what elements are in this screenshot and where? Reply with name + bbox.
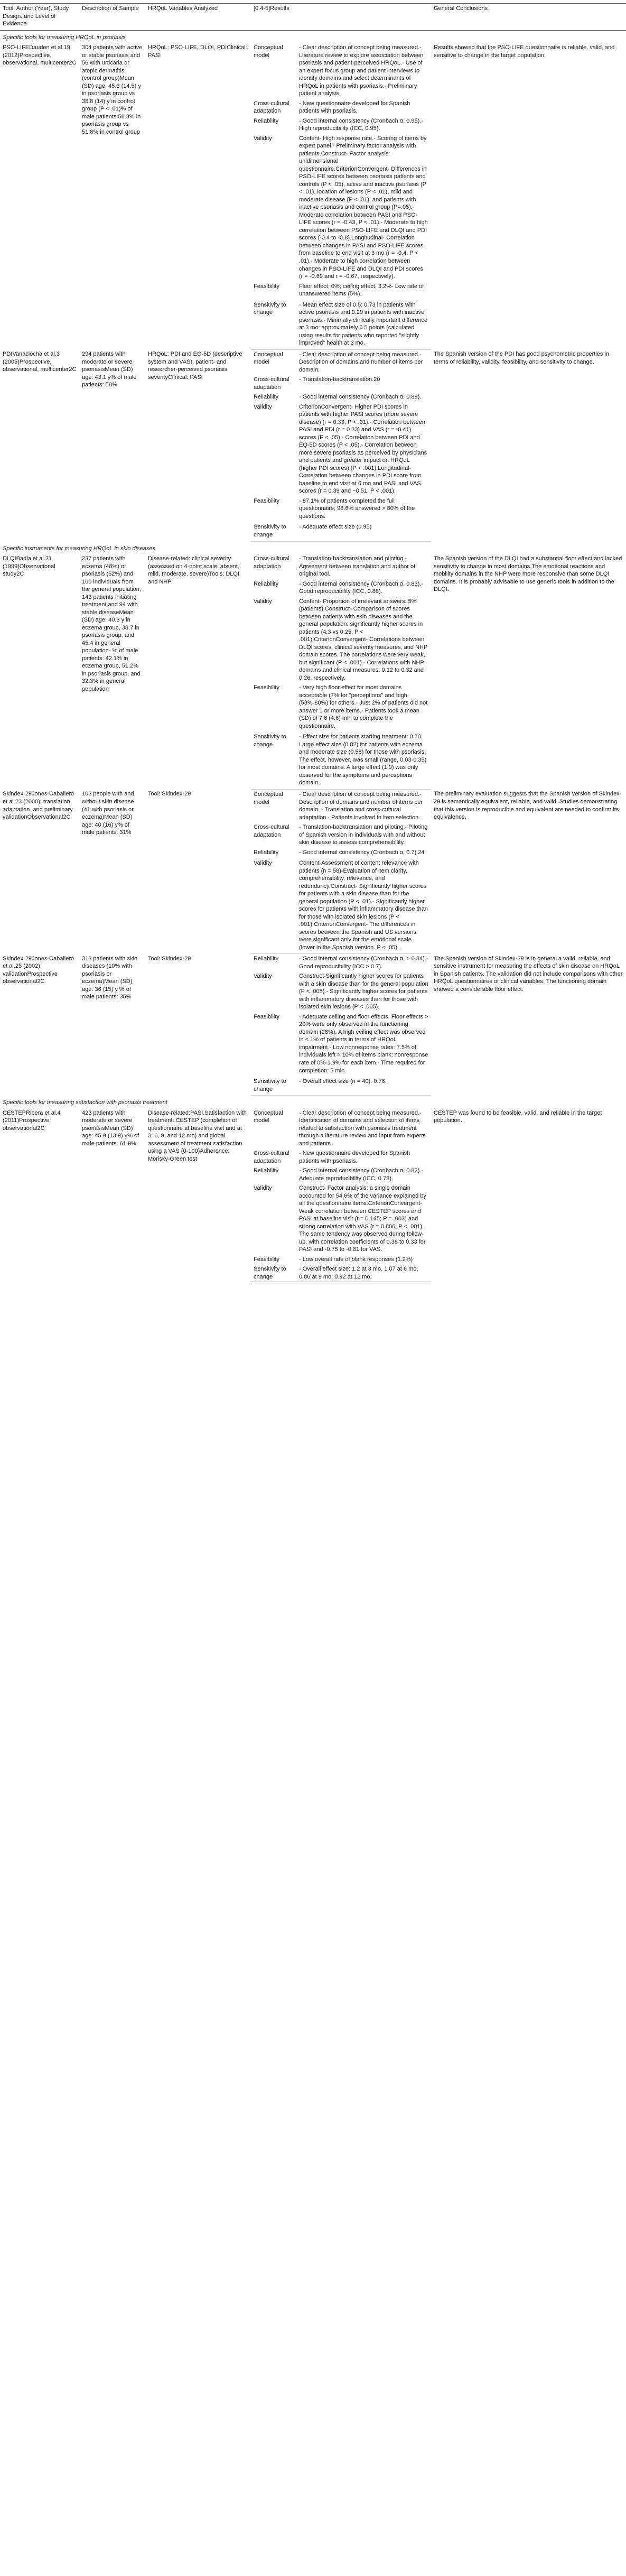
psychometric-property: Reliability: [254, 580, 279, 587]
property-result: - Translation-backtranslation and piloting.- Agreement between translation and author of original tool.: [299, 555, 416, 578]
property-result: - Translation-backtranslation and piloting.- Piloting of Spanish version in individuals with and without skin disease to assess comprehensibility.: [299, 824, 428, 846]
study-tool: Skindex-29Jones-Caballero et al.23 (2000): translation, adaptation, and preliminary validationObservational2C: [3, 791, 74, 821]
psychometric-property: Reliability: [254, 956, 279, 962]
property-result: Content- Proportion of irrelevant answers: 5% (patients).Construct- Comparison of scores between patients with skin diseases and the general population: significantly higher scores in patients (4.3 vs 0.25, P < .001).CriterionConvergent- Correlations between DLQI scores, clinical severity measures, and NHP domain scores. The correlations were very weak, but significant (P < .001).- Correlations with NHP domains and clinical measures: 0.12 to 0.32 and 0.26, respectively.: [299, 598, 428, 681]
psychometric-property: Feasibility: [254, 1013, 279, 1020]
property-result: - Good internal consistency (Cronbach α, 0.82).- Adequate reproducibility (ICC, 0.73).: [299, 1167, 424, 1182]
study-sample: 423 patients with moderate or severe psoriasisMean (SD) age: 45.9 (13.9) y% of male patients: 61.9%: [82, 1109, 139, 1147]
study-sample: 237 patients with eczema (48%) or psoriasis (52%) and 100 individuals from the general population; 143 patients initiating treatment and 94 with stable diseaseMean (SD) age: 40.3 y in eczema group, 38.7 in psoriasis group, and 45.4 in general population- % of male patients: 42.1% in eczema group, 51.2% in psoriasis group, and 32.3% in general population: [82, 555, 141, 692]
study-variables: Tool: Skindex-29: [148, 791, 191, 798]
study-conclusion: CESTEP was found to be feasible, valid, and reliable in the target population.: [434, 1109, 602, 1124]
study-variables: HRQoL: PDI and EQ-5D (descriptive system and VAS), patient- and researcher-perceived psoriasis severityClinical: PASI: [148, 351, 242, 381]
psychometric-property: Sensitivity to change: [251, 731, 296, 789]
header-results: [0.4-5]Results: [251, 4, 431, 31]
property-result: - 87.1% of patients completed the full questionnaire; 98.6% answered > 80% of the questions.: [299, 497, 415, 520]
property-result: - Clear description of concept being measured.- Literature review to explore association between psoriasis and patient-perceived HRQoL.- Use of an expert focus group and patient interviews to identify domains and select determinants of HRQoL in patients with psoriasis.- Preliminary patient analysis.: [299, 44, 424, 97]
psychometric-property: Validity: [254, 1185, 272, 1192]
property-result: Content- High response rate.- Scoring of items by expert panel.- Preliminary factor analysis with patients.Construct- Factor analysis: unidimensional questionnaire.CriterionConvergent- Differences in PSO-LIFE scores between psoriasis patients and controls (P < .05), active and inactive psoriasis (P < .01), location of lesions (P < .01), mild and moderate disease (P < .01), and patients with inactive psoriasis and control group (P=.05).- Moderate correlation between PASI and PSO-LIFE scores (r = -0.43, P < .01).- Moderate to high correlation between PSO-LIFE and DLQI and PDI scores (-0.4 to -0.8).Longitudinal- Correlation between changes in PASI and PSO-LIFE scores from baseline to end visit at 3 mo (r = -0.4, P < .01).- Moderate to high correlation between changes in PSO-LIFE and DLQI and PDI scores (r = -0.69 and r = -0.67, respectively).: [299, 135, 428, 280]
study-sample: 103 people with and without skin disease (41 with psoriasis or eczema)Mean (SD) age: 40 (16) y% of male patients: 31%: [82, 791, 134, 836]
property-result: - Good internal consistency (Cronbach α, 0.89).: [299, 394, 422, 401]
study-conclusion: The preliminary evaluation suggests that the Spanish version of Skindex-29 is semantically equivalent, reliable, and valid. Studies demonstrating that this version is reproducible and equivalent are needed to confirm its equivalence.: [434, 791, 622, 821]
property-result: - Adequate ceiling and floor effects. Floor effects > 20% were only observed in the functioning domain (28%). A high ceiling effect was observed in < 1% of patients in terms of HRQoL impairment.- Low nonresponse rates: 7.5% of individuals left > 10% of items blank; nonresponse rate of 0%-1.9% for each item.- Time required for completion: 5 min.: [299, 1013, 428, 1074]
property-result: - Overall effect size: 1.2 at 3 mo, 1.07 at 6 mo, 0.86 at 9 mo, 0.92 at 12 mo.: [296, 1264, 431, 1282]
study-tool: PSO-LIFEDauden et al.19 (2012)Prospective, observational, multicenter2C: [3, 44, 77, 67]
psychometric-property: Reliability: [254, 849, 279, 856]
psychometric-property: Feasibility: [254, 497, 279, 504]
table-row: [0, 349, 626, 375]
study-tool: Skindex-29Jones-Caballero et al.25 (2002): validationProspective observational2C: [3, 955, 74, 985]
psychometric-property: Cross-cultural adaptation: [254, 555, 289, 570]
table-row: [0, 43, 626, 99]
study-sample: 294 patients with moderate or severe psoriasisMean (SD) age: 43.1 y% of male patients: 58%: [82, 351, 137, 388]
property-result: - New questionnaire developed for Spanish patients with psoriasis.: [299, 1150, 410, 1164]
section-row: [0, 30, 626, 43]
psychometric-property: Validity: [251, 857, 296, 954]
psychometric-property: Feasibility: [254, 283, 279, 290]
property-result: - New questionnaire developed for Spanish patients with psoriasis.: [299, 100, 410, 115]
study-conclusion: Results showed that the PSO-LIFE questionnaire is reliable, valid, and sensitive to change in the target population.: [434, 44, 615, 59]
study-tool: CESTEPRibera et al.4 (2011)Prospective observational2C: [3, 1109, 61, 1132]
property-result: - Good internal consistency (Cronbach α, 0.95).- High reproducibility (ICC, 0.95).: [299, 117, 424, 132]
header-row: [0, 4, 626, 31]
study-sample: 318 patients with skin diseases (10% with psoriasis or eczema)Mean (SD) age: 36 (15) y % of male patients: 35%: [82, 955, 138, 1000]
property-result: - Good internal consistency (Cronbach α, 0.7).24: [299, 849, 425, 856]
psychometric-property: Sensitivity to change: [251, 521, 296, 541]
header-tool: Tool, Author (Year), Study Design, and Level of Evidence: [0, 4, 79, 31]
study-variables: Disease-related: clinical severity (assessed on 4-point scale: absent, mild, moderate, severe)Tools: DLQI and NHP: [148, 555, 240, 585]
study-tool: DLQIBadia et al.21 (1999)Observational study2C: [3, 555, 55, 578]
property-result: - Very high floor effect for most domains acceptable (7% for "perceptions" and high (53%-80%) for others.- Just 2% of patients did not answer 1 or more items.- Patients took a mean (SD) of 7.6 (4.6) min to complete the questionnaire.: [299, 684, 428, 729]
psychometric-property: Conceptual model: [254, 1109, 283, 1124]
study-variables: Tool: Skindex-29: [148, 955, 191, 962]
property-result: - Clear description of concept being measured.- Identification of domains and selection of items related to satisfaction with psoriasis treatment through a literature review and input from experts and patients.: [299, 1109, 426, 1147]
study-tool: PDIVanaclocha et al.3 (2005)Prospective, observational, multicenter2C: [3, 351, 77, 373]
psychometric-property: Sensitivity to change: [251, 299, 296, 350]
property-result: - Good internal consistency (Cronbach α, > 0.84).- Good reproducibility (ICC > 0.7).: [299, 956, 428, 970]
section-row: [0, 1096, 626, 1108]
section-row: [0, 541, 626, 554]
study-conclusion: The Spanish version of Skindex-29 is in general a valid, reliable, and sensitive instrument for measuring the effects of skin disease on HRQoL in Spanish patients. The validation did not include comparisons with other HRQoL questionnaires or clinical variables. The functioning domain showed a considerable floor effect.: [434, 955, 623, 993]
table-row: [0, 1108, 626, 1149]
psychometric-property: Reliability: [254, 117, 279, 124]
property-result: Content-Assessment of content relevance with patients (n = 58)-Evaluation of item clarity, comprehensibility, relevance, and redundancy.Construct- Significantly higher scores for patients with a skin disease than for the general population (P < .01).- Significantly higher scores for patients with inflammatory disease than for those with isolated skin lesions (P < .001).CriterionConvergent- The differences in scores between the Spanish and US versions were significant only for the emotional scale (lower in the Spanish version, P < .05).: [296, 857, 431, 954]
property-result: - Mean effect size of 0.5; 0.73 in patients with active psoriasis and 0.29 in patients with inactive psoriasis.- Minimally clinically important difference at 3 mo: approximately 6.5 points (calculated using results for patients who reported "slightly improved" health at 3 mo.: [296, 299, 431, 350]
psychometric-property: Cross-cultural adaptation: [254, 100, 289, 115]
property-result: Construct- Factor analysis: a single domain accounted for 54.6% of the variance explained by all the questionnaire items.CriterionConvergent- Weak correlation between CESTEP scores and PASI at baseline visit (r = 0.145; P = .003) and strong correlation with VAS (r = 0.806; P < .001). The same tendency was observed during follow-up, with correlation coefficients of 0.38 to 0.33 for PASI and -0.75 to -0.81 for VAS.: [299, 1185, 426, 1253]
psychometric-property: Reliability: [254, 394, 279, 401]
header-sample: Description of Sample: [79, 4, 145, 31]
section-title: Specific tools for measuring satisfaction with psoriasis treatment: [3, 1099, 167, 1106]
psychometric-property: Cross-cultural adaptation: [254, 1150, 289, 1164]
property-result: Construct-Significantly higher scores for patients with a skin disease than for the general population (P < .005).- Significantly higher scores for patients with inflammatory diseases than for those with isolated skin lesions (P < .005).: [299, 973, 428, 1011]
psychometric-property: Validity: [254, 598, 272, 605]
page: [0, 0, 626, 1282]
study-sample: 304 patients with active or stable psoriasis and 56 with urticaria or atopic dermatitis (control group)Mean (SD) age: 45.3 (14.5) y in psoriasis group vs 38.8 (14) y in control group (P < .01)% of male patients:56.3% in psoriasis group vs 51.8% in control group: [82, 44, 143, 135]
property-result: Floor effect, 0%; ceiling effect, 3.2%- Low rate of unanswered items (5%).: [299, 283, 424, 298]
study-conclusion: The Spanish version of the DLQI had a substantial floor effect and lacked sensitivity to change in most domains.The emotional reactions and mobility domains in the NHP were more responsive than some DLQI domains. It is probably advisable to use generic tools in addition to the DLQI.: [434, 555, 622, 593]
property-result: - Overall effect size (n = 40): 0.76.: [296, 1076, 431, 1096]
table-body: [0, 30, 626, 1282]
table-row: [0, 554, 626, 579]
property-result: - Clear description of concept being measured.- Description of domains and number of items per domain. - Translation and cross-cultural adaptation.- Patients involved in item selection.: [299, 791, 423, 821]
property-result: - Adequate effect size (0.95): [296, 521, 431, 541]
property-result: CriterionConvergent- Higher PDI scores in patients with higher PASI scores (more severe disease) (r = 0.33, P < .01).- Correlation between PASI and PDI (r = 0.33) and VAS (r = -0.41) scores (P < .05).- Correlation between PDI and EQ-5D scores (P < .05).- Correlation between more severe psoriasis as perceived by physicians and patients and greater impact on HRQoL (higher PDI scores) (P < .001).Longitudinal- Correlation between changes in PDI score from baseline to end visit at 6 mo and PASI and VAS scores (r = 0.39 and −0.51, P < .001).: [299, 403, 427, 495]
study-variables: HRQoL: PSO-LIFE, DLQI, PDIClinical: PASI: [148, 44, 247, 59]
psychometric-property: Validity: [254, 973, 272, 980]
psychometric-property: Sensitivity to change: [251, 1264, 296, 1282]
psychometric-property: Feasibility: [254, 1256, 279, 1263]
property-result: - Low overall rate of blank responses (1.2%): [299, 1256, 413, 1263]
study-variables: Disease-related:PASI,Satisfaction with treatment: CESTEP (completion of questionnaire at baseline visit and at 3, 6, 9, and 12 mo) and global assessment of treatment satisfaction using a VAS (0-100)Adherence: Morisky-Green test: [148, 1109, 247, 1162]
psychometric-property: Conceptual model: [254, 44, 283, 59]
psychometric-property: Sensitivity to change: [251, 1076, 296, 1096]
study-conclusion: The Spanish version of the PDI has good psychometric properties in terms of reliability, validity, feasibility, and sensitivity to change.: [434, 351, 610, 365]
psychometric-property: Cross-cultural adaptation: [254, 824, 289, 838]
section-title: Specific instruments for measuring HRQoL in skin diseases: [3, 545, 155, 552]
property-result: - Good internal consistency (Cronbach α, 0.83).- Good reproducibility (ICC, 0.88).: [299, 580, 424, 595]
psychometric-property: Reliability: [254, 1167, 279, 1174]
psychometric-property: Feasibility: [254, 684, 279, 691]
property-result: - Effect size for patients starting treatment: 0.70. Large effect size (0.82) for patients with eczema and moderate size (0.58) for those with psoriasis. The effect, however, was small (range, 0.03-0.35) for most domains. A large effect (1.0) was only observed for the symptoms and perceptions domain.: [296, 731, 431, 789]
header-variables: HRQoL Variables Analyzed: [145, 4, 251, 31]
evidence-table: [0, 3, 626, 1282]
table-row: [0, 954, 626, 972]
table-row: [0, 789, 626, 822]
property-result: - Translation-backtranslation.20: [299, 376, 380, 383]
psychometric-property: Validity: [254, 135, 272, 142]
psychometric-property: Conceptual model: [254, 351, 283, 366]
header-conclusions: General Conclusions: [431, 4, 626, 31]
property-result: - Clear description of concept being measured.- Description of domains and number of items per domain.: [299, 351, 423, 373]
psychometric-property: Conceptual model: [254, 791, 283, 805]
section-title: Specific tools for measuring HRQoL in psoriasis: [3, 34, 126, 41]
psychometric-property: Validity: [254, 403, 272, 410]
psychometric-property: Cross-cultural adaptation: [254, 376, 289, 391]
